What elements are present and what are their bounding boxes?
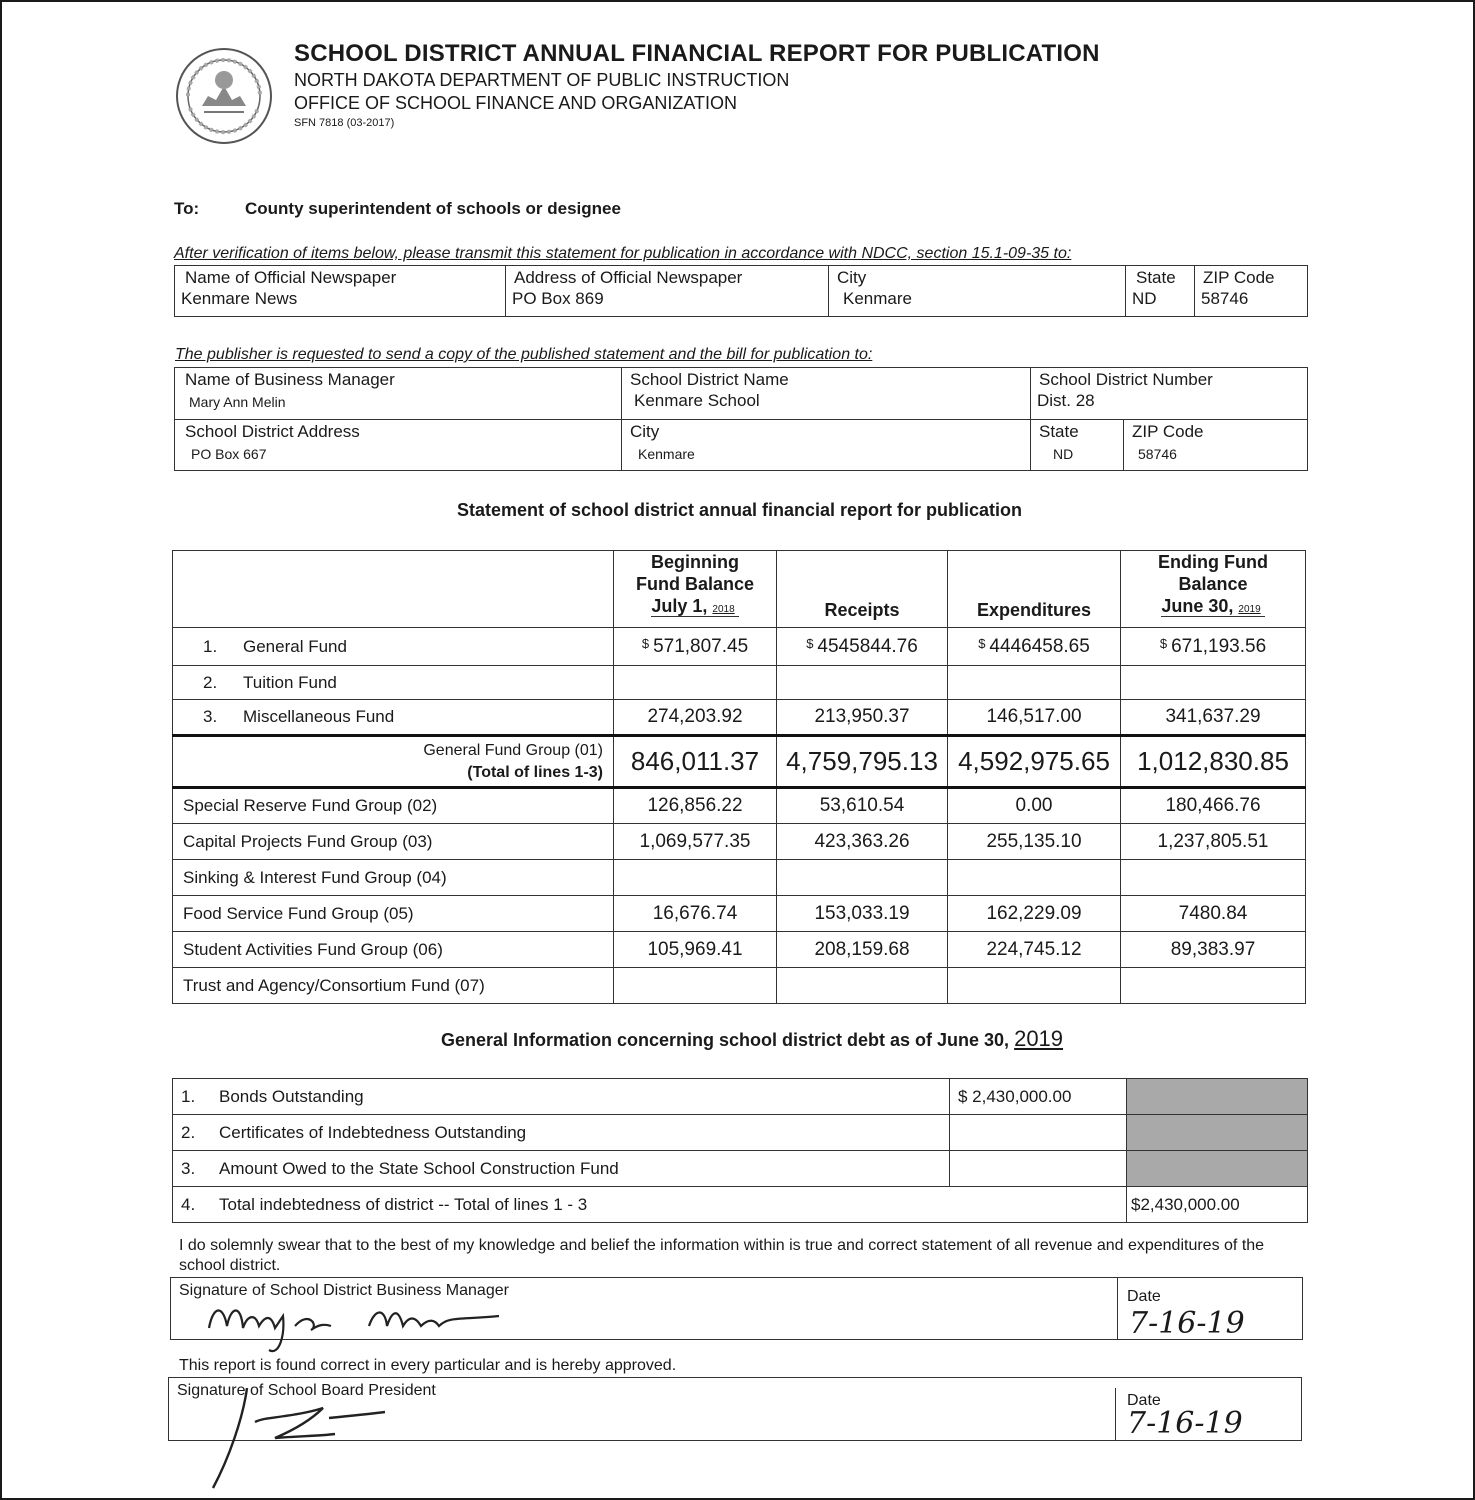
- debt-row-number: 3.: [181, 1158, 196, 1178]
- debt-row-label: Amount Owed to the State School Construction Fund: [219, 1158, 619, 1178]
- total-ending: 1,012,830.85: [1121, 736, 1306, 788]
- group-beginning: 16,676.74: [614, 896, 777, 932]
- row-receipts: 4545844.76: [817, 635, 918, 657]
- total-beginning: 846,011.37: [614, 736, 777, 788]
- row-ending: 341,637.29: [1121, 700, 1306, 736]
- approval-text: This report is found correct in every particular and is hereby approved.: [179, 1357, 677, 1374]
- district-address-label: School District Address: [185, 422, 360, 441]
- header-blank: [173, 551, 614, 628]
- shaded-cell: [1127, 1115, 1308, 1151]
- district-number-label: School District Number: [1039, 370, 1213, 389]
- group-ending: 7480.84: [1121, 896, 1306, 932]
- district-number-value: Dist. 28: [1037, 391, 1095, 410]
- newspaper-address-cell: [506, 266, 829, 317]
- row-receipts: [777, 666, 948, 700]
- group-expenditures: 224,745.12: [948, 932, 1121, 968]
- header-ending: [1121, 551, 1306, 628]
- district-city-cell: [622, 420, 1031, 471]
- debt-row-amount: $ 2,430,000.00: [950, 1079, 1127, 1115]
- row-receipts: 213,950.37: [777, 700, 948, 736]
- header-expenditures: Expenditures: [948, 551, 1121, 628]
- group-beginning: 105,969.41: [614, 932, 777, 968]
- statement-title: Statement of school district annual financial report for publication: [456, 500, 1023, 520]
- shaded-cell: [1127, 1151, 1308, 1187]
- publisher-instruction: The publisher is requested to send a copy of the published statement and the bill for publication to:: [175, 346, 873, 363]
- dollar-sign: $: [641, 635, 650, 651]
- group-receipts: [777, 860, 948, 896]
- row-beginning: [614, 666, 777, 700]
- group-label: Food Service Fund Group (05): [173, 896, 614, 932]
- table-row: [173, 628, 1306, 666]
- group-receipts: 423,363.26: [777, 824, 948, 860]
- to-recipient: County superintendent of schools or designee: [245, 199, 621, 218]
- group-receipts: 208,159.68: [777, 932, 948, 968]
- group-receipts: [777, 968, 948, 1004]
- dollar-sign: $: [1159, 635, 1168, 651]
- district-zip-cell: [1124, 420, 1308, 471]
- row-number: 1.: [203, 636, 218, 656]
- debt-total-label: Total indebtedness of district -- Total of lines 1 - 3: [219, 1194, 588, 1214]
- table-row: [173, 1151, 1308, 1187]
- table-row: [173, 1187, 1308, 1223]
- total-label: General Fund Group (01): [423, 741, 603, 759]
- table-row: [173, 896, 1306, 932]
- header-receipts: Receipts: [777, 551, 948, 628]
- group-beginning: [614, 860, 777, 896]
- president-date-label: Date: [1127, 1392, 1161, 1409]
- group-ending: 1,237,805.51: [1121, 824, 1306, 860]
- table-row: [173, 824, 1306, 860]
- row-label: Tuition Fund: [243, 672, 337, 692]
- debt-title: [2, 1026, 1475, 1052]
- district-zip-value: 58746: [1138, 446, 1177, 462]
- district-city-label: City: [630, 422, 660, 441]
- table-row: [173, 666, 1306, 700]
- group-label: Capital Projects Fund Group (03): [173, 824, 614, 860]
- debt-title-text: General Information concerning school district debt as of June 30,: [440, 1030, 1010, 1050]
- divider: [1115, 1388, 1117, 1441]
- row-label: General Fund: [243, 636, 347, 656]
- manager-date-label: Date: [1127, 1288, 1161, 1305]
- president-signature-label: Signature of School Board President: [177, 1382, 436, 1399]
- group-expenditures: 255,135.10: [948, 824, 1121, 860]
- district-address-cell: [175, 420, 622, 471]
- publisher-table: [174, 367, 1308, 471]
- row-beginning: 274,203.92: [614, 700, 777, 736]
- business-manager-label: Name of Business Manager: [185, 370, 395, 389]
- header-beginning-label: Beginning Fund Balance: [635, 552, 755, 594]
- to-label: To:: [174, 199, 200, 218]
- newspaper-instruction: After verification of items below, please transmit this statement for publication in accordance with NDCC, section 15.1-09-35 to:: [174, 245, 1072, 262]
- debt-row-amount: [950, 1151, 1127, 1187]
- group-beginning: 1,069,577.35: [614, 824, 777, 860]
- district-zip-label: ZIP Code: [1132, 422, 1204, 441]
- debt-row-number: 1.: [181, 1086, 196, 1106]
- table-row: [173, 700, 1306, 736]
- newspaper-zip-value: 58746: [1201, 289, 1249, 308]
- district-address-value: PO Box 667: [191, 446, 267, 462]
- group-ending: 89,383.97: [1121, 932, 1306, 968]
- row-ending: [1121, 666, 1306, 700]
- district-city-value: Kenmare: [638, 446, 695, 462]
- table-row: [173, 860, 1306, 896]
- district-state-label: State: [1039, 422, 1079, 441]
- newspaper-name-label: Name of Official Newspaper: [185, 268, 397, 287]
- president-signature-box: [168, 1377, 1302, 1441]
- newspaper-table: [174, 265, 1308, 317]
- newspaper-state-cell: [1126, 266, 1195, 317]
- newspaper-address-value: PO Box 869: [512, 289, 604, 308]
- debt-row-label: Bonds Outstanding: [219, 1086, 364, 1106]
- debt-table: [172, 1078, 1308, 1223]
- row-expenditures: 146,517.00: [948, 700, 1121, 736]
- manager-signature-icon: [199, 1286, 719, 1366]
- debt-row-amount: [950, 1115, 1127, 1151]
- group-receipts: 153,033.19: [777, 896, 948, 932]
- header-ending-label: Ending Fund Balance: [1158, 552, 1268, 594]
- business-manager-cell: [175, 368, 622, 420]
- group-beginning: [614, 968, 777, 1004]
- table-row: [173, 1079, 1308, 1115]
- newspaper-name-value: Kenmare News: [181, 289, 298, 308]
- total-row: [173, 736, 1306, 788]
- divider: [1117, 1278, 1119, 1340]
- district-name-cell: [622, 368, 1031, 420]
- header-ending-year: 2019: [1238, 604, 1261, 615]
- business-manager-value: Mary Ann Melin: [189, 394, 286, 410]
- dollar-sign: $: [806, 635, 814, 651]
- district-number-cell: [1031, 368, 1308, 420]
- total-receipts: 4,759,795.13: [777, 736, 948, 788]
- manager-signature-box: [170, 1277, 1303, 1340]
- row-expenditures: [948, 666, 1121, 700]
- form-number: SFN 7818 (03-2017): [294, 117, 395, 129]
- financial-table: [172, 550, 1306, 1004]
- oath-text: I do solemnly swear that to the best of my knowledge and belief the information within is true and correct statement of all revenue and expenditures of the school district.: [179, 1237, 1265, 1274]
- group-receipts: 53,610.54: [777, 788, 948, 824]
- newspaper-name-cell: [175, 266, 506, 317]
- header-beginning-year: 2018: [712, 604, 735, 615]
- header-beginning-date: July 1,: [651, 596, 708, 616]
- newspaper-city-label: City: [837, 268, 867, 287]
- district-name-value: Kenmare School: [634, 391, 760, 410]
- president-date-value: 7-16-19: [1127, 1406, 1243, 1441]
- table-row: [173, 932, 1306, 968]
- row-ending: 671,193.56: [1171, 635, 1267, 657]
- group-expenditures: 0.00: [948, 788, 1121, 824]
- debt-total-amount: $2,430,000.00: [1127, 1187, 1308, 1223]
- group-expenditures: [948, 968, 1121, 1004]
- shaded-cell: [1127, 1079, 1308, 1115]
- group-label: Student Activities Fund Group (06): [173, 932, 614, 968]
- group-label: Trust and Agency/Consortium Fund (07): [173, 968, 614, 1004]
- table-row: [173, 968, 1306, 1004]
- newspaper-city-cell: [829, 266, 1126, 317]
- district-name-label: School District Name: [630, 370, 789, 389]
- group-ending: [1121, 860, 1306, 896]
- manager-signature-label: Signature of School District Business Manager: [179, 1282, 509, 1299]
- district-state-value: ND: [1053, 446, 1074, 462]
- row-label: Miscellaneous Fund: [243, 707, 395, 726]
- table-row: [173, 788, 1306, 824]
- newspaper-address-label: Address of Official Newspaper: [514, 268, 743, 287]
- group-ending: 180,466.76: [1121, 788, 1306, 824]
- newspaper-state-value: ND: [1132, 289, 1157, 308]
- debt-row-number: 2.: [181, 1122, 196, 1142]
- row-expenditures: 4446458.65: [989, 635, 1090, 657]
- total-expenditures: 4,592,975.65: [948, 736, 1121, 788]
- debt-year: 2019: [1014, 1026, 1064, 1051]
- dollar-sign: $: [978, 635, 986, 651]
- newspaper-city-value: Kenmare: [843, 289, 912, 308]
- row-beginning: 571,807.45: [653, 635, 749, 657]
- debt-row-label: Certificates of Indebtedness Outstanding: [219, 1122, 527, 1142]
- newspaper-zip-cell: [1195, 266, 1308, 317]
- president-signature-icon: [199, 1388, 439, 1498]
- group-label: Special Reserve Fund Group (02): [173, 788, 614, 824]
- header-beginning: [614, 551, 777, 628]
- group-expenditures: 162,229.09: [948, 896, 1121, 932]
- group-ending: [1121, 968, 1306, 1004]
- newspaper-state-label: State: [1136, 268, 1176, 287]
- report-title: SCHOOL DISTRICT ANNUAL FINANCIAL REPORT FOR PUBLICATION: [294, 40, 1100, 67]
- total-sublabel: (Total of lines 1-3): [467, 763, 603, 781]
- table-row: [173, 1115, 1308, 1151]
- row-number: 2.: [203, 672, 218, 692]
- row-number: 3.: [203, 707, 218, 726]
- manager-date-value: 7-16-19: [1129, 1306, 1245, 1341]
- group-label: Sinking & Interest Fund Group (04): [173, 860, 614, 896]
- debt-total-number: 4.: [181, 1194, 196, 1214]
- newspaper-zip-label: ZIP Code: [1203, 268, 1275, 287]
- office-name: OFFICE OF SCHOOL FINANCE AND ORGANIZATION: [294, 93, 738, 113]
- header-ending-date: June 30,: [1161, 596, 1234, 616]
- department-name: NORTH DAKOTA DEPARTMENT OF PUBLIC INSTRUCTION: [294, 70, 790, 90]
- group-beginning: 126,856.22: [614, 788, 777, 824]
- district-state-cell: [1031, 420, 1124, 471]
- group-expenditures: [948, 860, 1121, 896]
- state-seal-icon: [174, 46, 274, 146]
